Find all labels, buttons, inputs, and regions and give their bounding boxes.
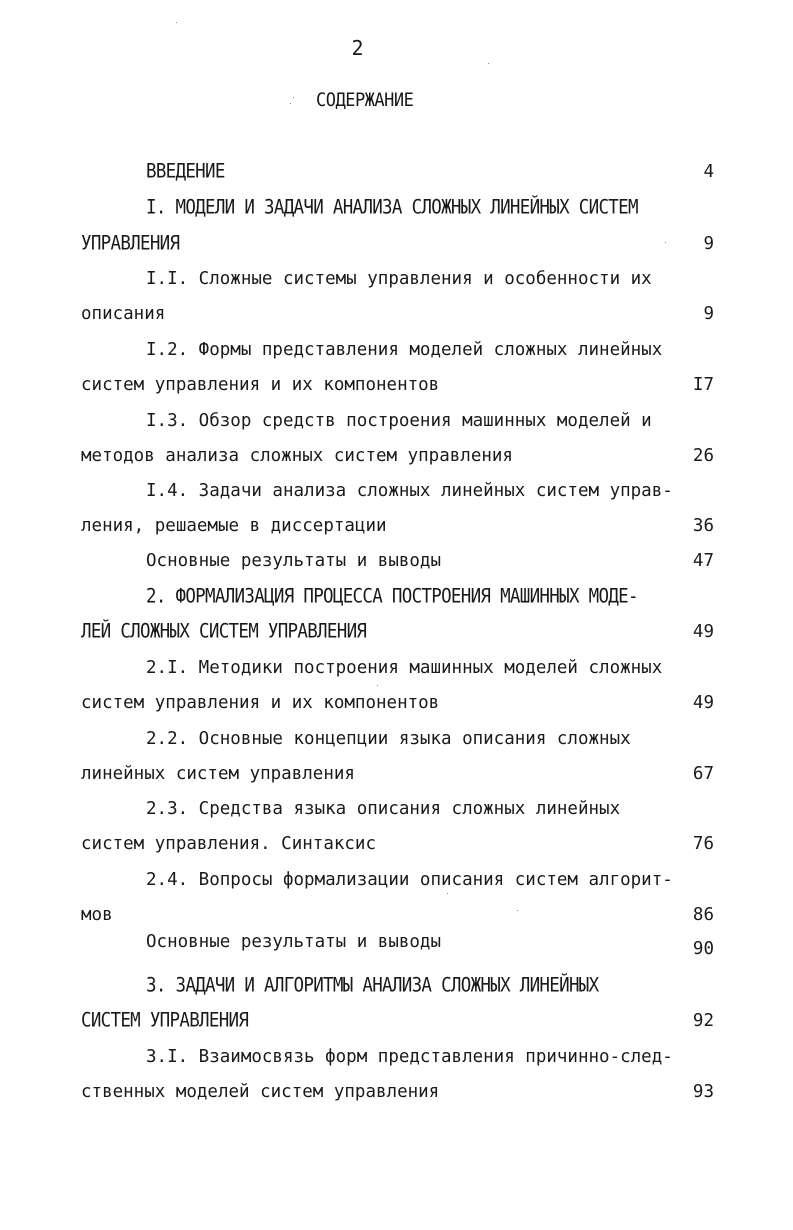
toc-section-1-3-line-1: I.3. Обзор средств построения машинных моделей и (146, 411, 652, 431)
toc-page-results-chapter-2: 90 (692, 939, 714, 959)
toc-chapter-3-line-2: СИСТЕМ УПРАВЛЕНИЯ (81, 1009, 249, 1033)
toc-section-1-4-line-1: I.4. Задачи анализа сложных линейных систем управ- (146, 481, 673, 501)
toc-chapter-1-line-1: I. МОДЕЛИ И ЗАДАЧИ АНАЛИЗА СЛОЖНЫХ ЛИНЕЙНЫХ СИСТЕМ (146, 196, 638, 220)
toc-section-2-1-line-2: систем управления и их компонентов (81, 693, 440, 713)
toc-section-2-2-line-1: 2.2. Основные концепции языка описания сложных (146, 729, 631, 749)
toc-results-chapter-1: Основные результаты и выводы (146, 551, 442, 571)
scan-speck (176, 22, 177, 23)
toc-page-chapter-1: 9 (703, 234, 714, 254)
toc-page-results-chapter-1: 47 (692, 551, 714, 571)
scan-speck (517, 910, 518, 911)
toc-title: СОДЕРЖАНИЕ (316, 89, 414, 112)
toc-page-section-1-3: 26 (692, 446, 714, 466)
toc-section-2-1-line-1: 2.I. Методики построения машинных моделей сложных (146, 658, 663, 678)
page-number: 2 (351, 36, 364, 60)
scan-speck (447, 893, 448, 894)
toc-chapter-2-line-1: 2. ФОРМАЛИЗАЦИЯ ПРОЦЕССА ПОСТРОЕНИЯ МАШИННЫХ МОДЕ- (146, 585, 638, 609)
toc-entry-introduction: ВВЕДЕНИЕ (146, 160, 225, 184)
toc-section-1-2-line-1: I.2. Формы представления моделей сложных линейных (146, 340, 663, 360)
toc-section-1-1-line-2: описания (81, 304, 166, 324)
toc-page-section-1-1: 9 (703, 304, 714, 324)
toc-chapter-1-line-2: УПРАВЛЕНИЯ (81, 232, 180, 256)
toc-section-2-3-line-2: систем управления. Синтаксис (81, 834, 377, 854)
toc-page-section-1-4: 36 (692, 516, 714, 536)
toc-page-section-2-1: 49 (692, 693, 714, 713)
toc-page-section-2-4: 86 (692, 905, 714, 925)
toc-section-2-2-line-2: линейных систем управления (81, 764, 355, 784)
scan-speck (665, 242, 666, 243)
scan-speck (290, 103, 291, 104)
toc-section-3-1-line-2: ственных моделей систем управления (81, 1082, 440, 1102)
toc-section-1-3-line-2: методов анализа сложных систем управления (81, 446, 513, 466)
toc-page-chapter-2: 49 (692, 622, 714, 642)
toc-page-section-1-2: I7 (692, 375, 714, 395)
toc-page-section-2-2: 67 (692, 764, 714, 784)
scan-speck (377, 685, 378, 686)
toc-section-2-4-line-2: мов (81, 905, 113, 925)
toc-section-2-4-line-1: 2.4. Вопросы формализации описания систем алгорит- (146, 870, 673, 890)
toc-page-chapter-3: 92 (692, 1011, 714, 1031)
toc-chapter-3-line-1: 3. ЗАДАЧИ И АЛГОРИТМЫ АНАЛИЗА СЛОЖНЫХ ЛИНЕЙНЫХ (146, 974, 599, 998)
scan-speck (488, 63, 489, 64)
scan-speck (293, 97, 294, 98)
toc-results-chapter-2: Основные результаты и выводы (146, 932, 442, 952)
toc-page-section-3-1: 93 (692, 1082, 714, 1102)
toc-page-introduction: 4 (703, 162, 714, 182)
toc-section-3-1-line-1: 3.I. Взаимосвязь форм представления причинно-след- (146, 1047, 673, 1067)
toc-section-1-2-line-2: систем управления и их компонентов (81, 375, 440, 395)
toc-section-1-1-line-1: I.I. Сложные системы управления и особенности их (146, 269, 652, 289)
toc-section-2-3-line-1: 2.3. Средства языка описания сложных линейных (146, 799, 621, 819)
toc-chapter-2-line-2: ЛЕЙ СЛОЖНЫХ СИСТЕМ УПРАВЛЕНИЯ (81, 620, 367, 644)
toc-section-1-4-line-2: ления, решаемые в диссертации (81, 516, 387, 536)
toc-page-section-2-3: 76 (692, 834, 714, 854)
